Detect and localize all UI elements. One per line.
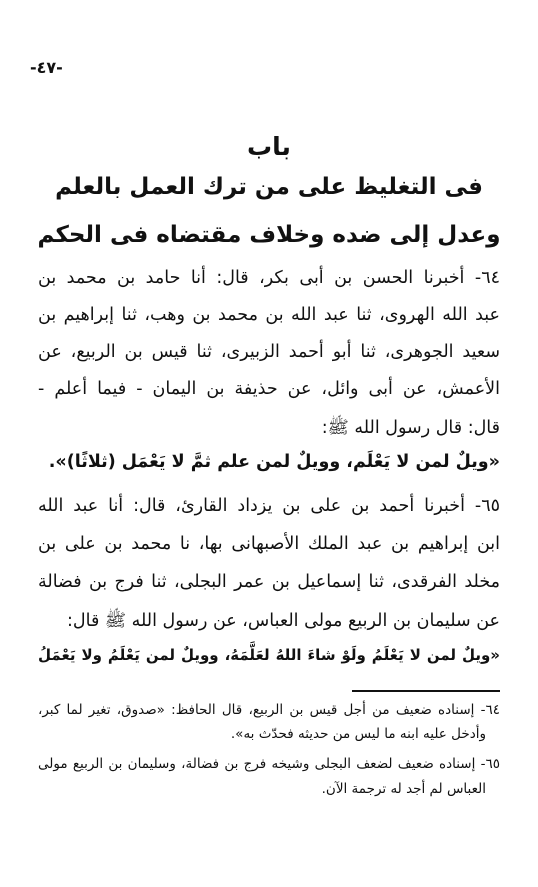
chapter-label: باب — [247, 132, 291, 161]
hadith-65-isnad-line-4: عن سليمان بن الربيع مولى العباس، عن رسول الله ﷺ قال: — [67, 611, 500, 631]
chapter-title-line-1: فى التغليظ على من ترك العمل بالعلم — [55, 174, 483, 200]
footnote-divider — [352, 690, 500, 692]
footnote-65-line-2: العباس لم أجد له ترجمة الآن. — [321, 781, 486, 797]
hadith-65-isnad-line-3: مخلد الفرقدى، ثنا إسماعيل بن عمر البجلى، ثنا فرج بن فضالة — [38, 572, 500, 592]
footnote-64-line-1: ٦٤- إسناده ضعيف من أجل قيس بن الربيع، قال الحافظ: «صدوق، تغير لما كبر، — [38, 702, 500, 718]
hadith-64-isnad-line-1: ٦٤- أخبرنا الحسن بن أبى بكر، قال: أنا حامد بن محمد بن — [38, 268, 500, 288]
hadith-64-isnad-line-2: عبد الله الهروى، ثنا عبد الله بن محمد بن وهب، ثنا إبراهيم بن — [38, 305, 500, 325]
hadith-64-isnad-line-3: سعيد الجوهرى، ثنا أبو أحمد الزبيرى، ثنا قيس بن الربيع، عن — [38, 342, 500, 362]
hadith-65-text: «ويلٌ لمن لا يَعْلَمُ ولَوْ شاءَ اللهُ لعَلَّمَهُ، وويلٌ لمن يَعْلَمُ ولا يَعْمَلُ — [38, 646, 500, 664]
hadith-64-text: «ويلٌ لمن لا يَعْلَم، وويلٌ لمن علم ثمَّ لا يَعْمَل (ثلاثًا)». — [48, 452, 500, 472]
hadith-64-isnad-line-4: الأعمش، عن أبى وائل، عن حذيفة بن اليمان - فيما أعلم - — [38, 379, 500, 399]
hadith-65-isnad-line-1: ٦٥- أخبرنا أحمد بن على بن يزداد القارئ، قال: أنا عبد الله — [38, 496, 500, 516]
page-number: -٤٧- — [30, 58, 63, 77]
hadith-64-isnad-line-5: قال: قال رسول الله ﷺ: — [321, 418, 500, 438]
footnote-64-line-2: وأدخل عليه ابنه ما ليس من حديثه فحدّث به». — [230, 726, 486, 742]
hadith-65-isnad-line-2: ابن إبراهيم بن عبد الملك الأصبهانى بها، نا محمد بن على بن — [38, 534, 500, 554]
chapter-title-line-2: وعدل إلى ضده وخلاف مقتضاه فى الحكم — [37, 222, 501, 248]
footnote-65-line-1: ٦٥- إسناده ضعيف لضعف البجلى وشيخه فرج بن فضالة، وسليمان بن الربيع مولى — [38, 756, 500, 772]
